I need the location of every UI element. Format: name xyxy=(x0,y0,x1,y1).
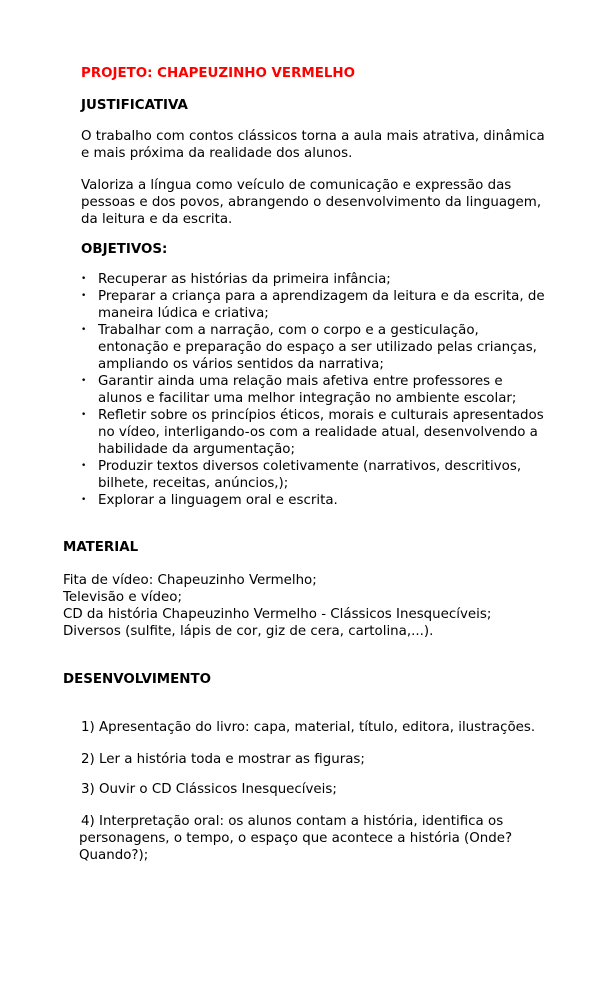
step-line: Quando?); xyxy=(79,848,149,863)
material-line: Fita de vídeo: Chapeuzinho Vermelho; xyxy=(63,573,317,588)
objetivo-item xyxy=(81,373,581,407)
objetivo-line: Produzir textos diversos coletivamente (narrativos, descritivos, xyxy=(98,459,522,474)
bullet-icon: • xyxy=(81,274,87,284)
paragraph-line: O trabalho com contos clássicos torna a aula mais atrativa, dinâmica xyxy=(81,129,545,144)
objetivo-line: bilhete, receitas, anúncios,); xyxy=(98,476,289,491)
step-1: 1) Apresentação do livro: capa, material, título, editora, ilustrações. xyxy=(81,720,536,735)
step-line: 4) Interpretação oral: os alunos contam a história, identifica os xyxy=(81,814,504,829)
objetivo-item xyxy=(81,492,581,509)
step-3: 3) Ouvir o CD Clássicos Inesquecíveis; xyxy=(81,782,337,797)
bullet-icon: • xyxy=(81,291,87,301)
objetivo-item xyxy=(81,271,581,288)
material-line: Televisão e vídeo; xyxy=(63,590,182,605)
objetivo-item xyxy=(81,458,581,492)
objetivo-item xyxy=(81,407,581,458)
paragraph-line: da leitura e da escrita. xyxy=(81,212,233,227)
objetivo-line: Refletir sobre os princípios éticos, morais e culturais apresentados xyxy=(98,408,544,423)
project-title: PROJETO: CHAPEUZINHO VERMELHO xyxy=(81,66,355,81)
objetivo-line: Trabalhar com a narração, com o corpo e a gesticulação, xyxy=(98,323,479,338)
step-4 xyxy=(81,813,581,864)
objetivo-line: Preparar a criança para a aprendizagem da leitura e da escrita, de xyxy=(98,289,545,304)
objetivo-line: habilidade da argumentação; xyxy=(98,442,295,457)
desenvolvimento-heading: DESENVOLVIMENTO xyxy=(63,672,212,687)
objetivo-line: Recuperar as histórias da primeira infância; xyxy=(98,272,391,287)
material-list xyxy=(63,572,583,640)
material-line: CD da história Chapeuzinho Vermelho - Clássicos Inesquecíveis; xyxy=(63,607,492,622)
paragraph-line: e mais próxima da realidade dos alunos. xyxy=(81,146,353,161)
paragraph-line: Valoriza a língua como veículo de comunicação e expressão das xyxy=(81,178,512,193)
bullet-icon: • xyxy=(81,410,87,420)
justificativa-heading: JUSTIFICATIVA xyxy=(81,98,188,113)
objetivo-item xyxy=(81,322,581,373)
material-line: Diversos (sulfite, lápis de cor, giz de cera, cartolina,...). xyxy=(63,624,434,639)
objetivos-list xyxy=(81,271,581,509)
bullet-icon: • xyxy=(81,461,87,471)
justificativa-paragraph-2 xyxy=(81,177,581,228)
objetivos-heading: OBJETIVOS: xyxy=(81,242,168,257)
step-2: 2) Ler a história toda e mostrar as figuras; xyxy=(81,752,365,767)
objetivo-line: maneira lúdica e criativa; xyxy=(98,306,269,321)
bullet-icon: • xyxy=(81,495,87,505)
material-heading: MATERIAL xyxy=(63,540,139,555)
objetivo-line: ampliando os vários sentidos da narrativa; xyxy=(98,357,384,372)
objetivo-line: entonação e preparação do espaço a ser utilizado pelas crianças, xyxy=(98,340,537,355)
justificativa-paragraph-1 xyxy=(81,128,581,162)
objetivo-item xyxy=(81,288,581,322)
objetivo-line: Explorar a linguagem oral e escrita. xyxy=(98,493,338,508)
step-line: personagens, o tempo, o espaço que acontece a história (Onde? xyxy=(79,831,513,846)
bullet-icon: • xyxy=(81,376,87,386)
objetivo-line: Garantir ainda uma relação mais afetiva entre professores e xyxy=(98,374,503,389)
objetivo-line: no vídeo, interligando-os com a realidade atual, desenvolvendo a xyxy=(98,425,538,440)
bullet-icon: • xyxy=(81,325,87,335)
paragraph-line: pessoas e dos povos, abrangendo o desenvolvimento da linguagem, xyxy=(81,195,542,210)
objetivo-line: alunos e facilitar uma melhor integração no ambiente escolar; xyxy=(98,391,517,406)
